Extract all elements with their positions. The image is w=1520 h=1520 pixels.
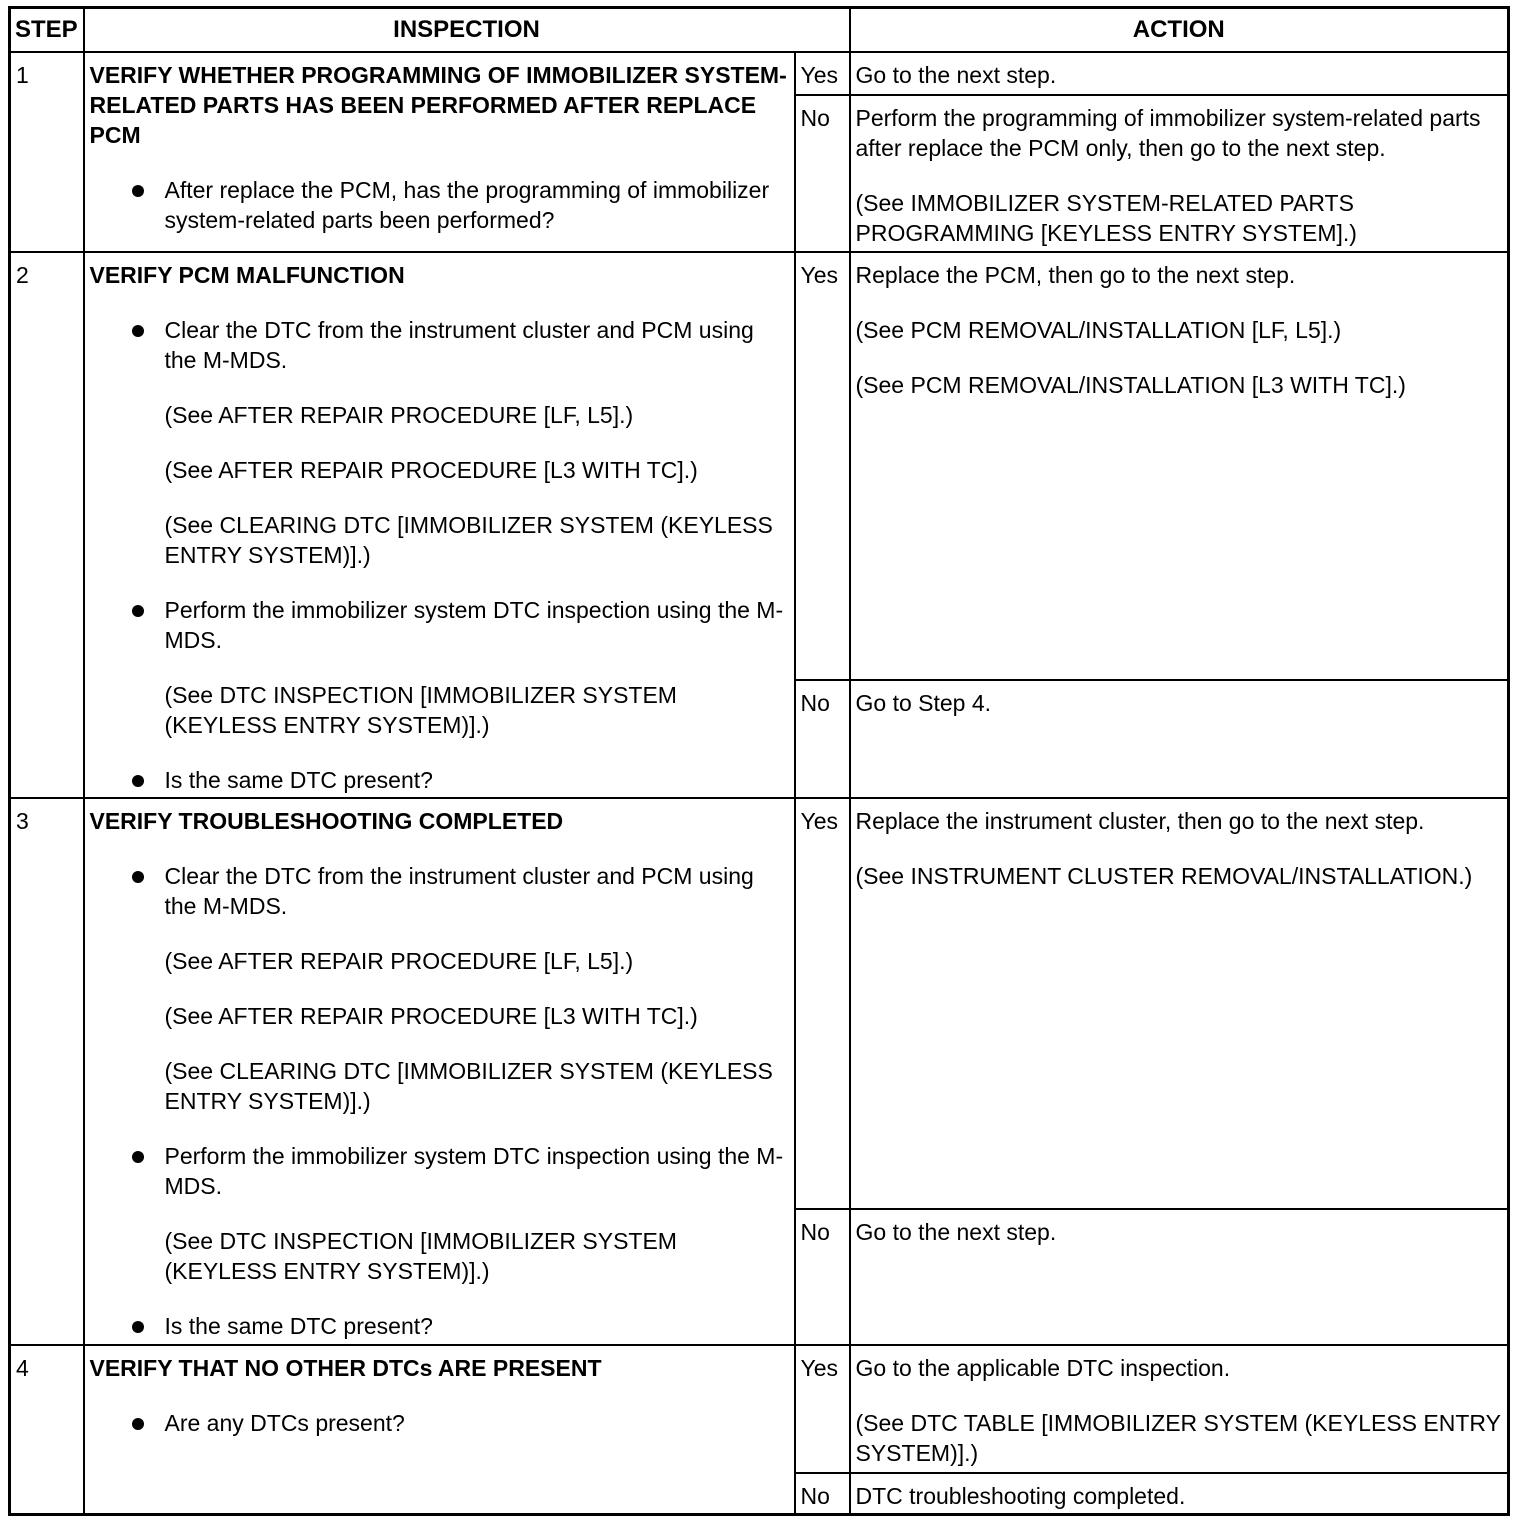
action-reference: (See DTC TABLE [IMMOBILIZER SYSTEM (KEYLESS ENTRY SYSTEM)].)	[855, 1410, 1501, 1466]
step-inspection	[84, 252, 795, 798]
inspection-bullet: Are any DTCs present?	[90, 1408, 789, 1438]
action-header: ACTION	[850, 8, 1509, 53]
yes-label: Yes	[795, 252, 850, 680]
no-label: No	[795, 1473, 850, 1514]
inspection-bullet: Is the same DTC present?	[90, 1311, 789, 1341]
action-reference: (See IMMOBILIZER SYSTEM-RELATED PARTS PROGRAMMING [KEYLESS ENTRY SYSTEM].)	[855, 190, 1357, 246]
action-reference: (See PCM REMOVAL/INSTALLATION [LF, L5].)	[855, 317, 1342, 343]
inspection-bullet: Perform the immobilizer system DTC inspection using the M-MDS.	[90, 595, 789, 655]
yes-action: Go to the applicable DTC inspection. (See DTC TABLE [IMMOBILIZER SYSTEM (KEYLESS ENTRY SYSTEM)].)	[850, 1345, 1509, 1473]
yes-action: Replace the PCM, then go to the next step. (See PCM REMOVAL/INSTALLATION [LF, L5].) (See PCM REMOVAL/INSTALLATION [L3 WITH TC].)	[850, 252, 1509, 680]
inspection-bullet: Clear the DTC from the instrument cluster and PCM using the M-MDS.	[90, 315, 789, 375]
step-number: 4	[10, 1345, 84, 1514]
inspection-bullet: Is the same DTC present?	[90, 765, 789, 795]
yes-label: Yes	[795, 1345, 850, 1473]
inspection-reference: (See AFTER REPAIR PROCEDURE [LF, L5].)	[164, 948, 634, 974]
step-1-yes-row	[10, 52, 1509, 95]
step-4-yes-row	[10, 1345, 1509, 1473]
yes-label: Yes	[795, 52, 850, 95]
bullet-icon	[132, 325, 144, 337]
step-inspection	[84, 1345, 795, 1514]
yes-action: Go to the next step.	[850, 52, 1509, 95]
no-label: No	[795, 95, 850, 252]
step-inspection	[84, 52, 795, 252]
step-number: 2	[10, 252, 84, 798]
inspection-title: VERIFY THAT NO OTHER DTCs ARE PRESENT	[89, 1355, 602, 1381]
inspection-title: VERIFY TROUBLESHOOTING COMPLETED	[89, 808, 564, 834]
step-header: STEP	[10, 8, 84, 53]
inspection-bullet: Perform the immobilizer system DTC inspection using the M-MDS.	[90, 1141, 789, 1201]
inspection-reference: (See AFTER REPAIR PROCEDURE [L3 WITH TC].)	[164, 457, 698, 483]
bullet-icon	[132, 1418, 144, 1430]
action-reference: (See INSTRUMENT CLUSTER REMOVAL/INSTALLATION.)	[855, 863, 1473, 889]
inspection-reference: (See AFTER REPAIR PROCEDURE [LF, L5].)	[164, 402, 634, 428]
inspection-reference: (See DTC INSPECTION [IMMOBILIZER SYSTEM (KEYLESS ENTRY SYSTEM)].)	[164, 682, 677, 738]
no-action: DTC troubleshooting completed.	[850, 1473, 1509, 1514]
bullet-icon	[132, 605, 144, 617]
inspection-header: INSPECTION	[84, 8, 850, 53]
step-number: 1	[10, 52, 84, 252]
inspection-reference: (See AFTER REPAIR PROCEDURE [L3 WITH TC].)	[164, 1003, 698, 1029]
bullet-icon	[132, 1151, 144, 1163]
no-action: Perform the programming of immobilizer system-related parts after replace the PCM only, then go to the next step. (See IMMOBILIZER SYSTEM-RELATED PARTS PROGRAMMING [KEYLESS ENTRY SYSTEM].)	[850, 95, 1509, 252]
inspection-reference: (See CLEARING DTC [IMMOBILIZER SYSTEM (KEYLESS ENTRY SYSTEM)].)	[164, 512, 773, 568]
header-row	[10, 8, 1509, 53]
step-inspection	[84, 798, 795, 1345]
yes-label: Yes	[795, 798, 850, 1209]
no-label: No	[795, 680, 850, 798]
troubleshooting-table	[8, 6, 1510, 1516]
no-action: Go to Step 4.	[850, 680, 1509, 798]
step-2-yes-row	[10, 252, 1509, 680]
bullet-icon	[132, 185, 144, 197]
inspection-title: VERIFY WHETHER PROGRAMMING OF IMMOBILIZER SYSTEM-RELATED PARTS HAS BEEN PERFORMED AFTER REPLACE PCM	[89, 62, 787, 148]
inspection-bullet: Clear the DTC from the instrument cluster and PCM using the M-MDS.	[90, 861, 789, 921]
no-action: Go to the next step.	[850, 1209, 1509, 1345]
yes-action: Replace the instrument cluster, then go to the next step. (See INSTRUMENT CLUSTER REMOVAL/INSTALLATION.)	[850, 798, 1509, 1209]
inspection-reference: (See DTC INSPECTION [IMMOBILIZER SYSTEM (KEYLESS ENTRY SYSTEM)].)	[164, 1228, 677, 1284]
bullet-icon	[132, 1321, 144, 1333]
bullet-icon	[132, 871, 144, 883]
inspection-bullet: After replace the PCM, has the programming of immobilizer system-related parts been performed?	[90, 175, 789, 235]
inspection-title: VERIFY PCM MALFUNCTION	[89, 262, 405, 288]
inspection-reference: (See CLEARING DTC [IMMOBILIZER SYSTEM (KEYLESS ENTRY SYSTEM)].)	[164, 1058, 773, 1114]
step-number: 3	[10, 798, 84, 1345]
bullet-icon	[132, 775, 144, 787]
step-3-yes-row	[10, 798, 1509, 1209]
action-reference: (See PCM REMOVAL/INSTALLATION [L3 WITH TC].)	[855, 372, 1406, 398]
no-label: No	[795, 1209, 850, 1345]
